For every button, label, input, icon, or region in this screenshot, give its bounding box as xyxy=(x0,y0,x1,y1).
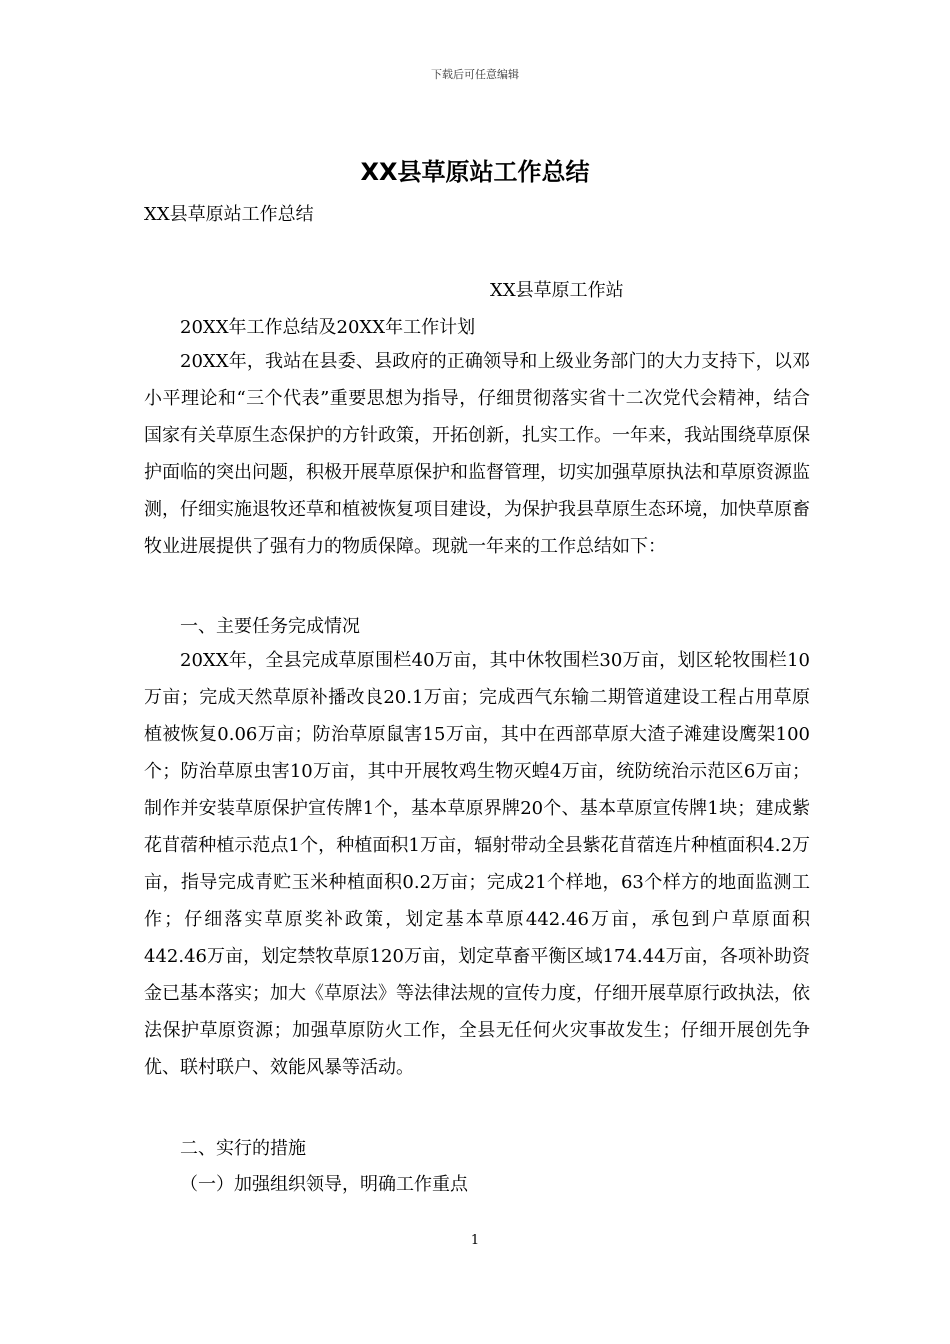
document-title: XX县草原站工作总结 xyxy=(360,158,590,186)
document-subtitle: XX县草原站工作总结 xyxy=(144,204,314,225)
organization-name: XX县草原工作站 xyxy=(490,280,624,301)
section-heading-tasks: 一、主要任务完成情况 xyxy=(180,616,360,637)
header-note: 下载后可任意编辑 xyxy=(431,68,519,81)
intro-paragraph: 20XX年，我站在县委、县政府的正确领导和上级业务部门的大力支持下，以邓小平理论和“三个代表”重要思想为指导，仔细贯彻落实省十二次党代会精神，结合国家有关草原生态保护的方针政策，开拓创新，扎实工作。一年来，我站围绕草原保护面临的突出问题，积极开展草原保护和监督管理，切实加强草原执法和草原资源监测，仔细实施退牧还草和植被恢复项目建设，为保护我县草原生态环境，加快草原畜牧业进展提供了强有力的物质保障。现就一年来的工作总结如下： xyxy=(144,351,810,557)
tasks-paragraph: 20XX年，全县完成草原围栏40万亩，其中休牧围栏30万亩，划区轮牧围栏10万亩；完成天然草原补播改良20.1万亩；完成西气东输二期管道建设工程占用草原植被恢复0.06万亩；防治草原鼠害15万亩，其中在西部草原大渣子滩建设鹰架100个；防治草原虫害10万亩，其中开展牧鸡生物灭蝗4万亩，统防统治示范区6万亩；制作并安装草原保护宣传牌1个，基本草原界牌20个、基本草原宣传牌1块；建成紫花苜蓿种植示范点1个，种植面积1万亩，辐射带动全县紫花苜蓿连片种植面积4.2万亩，指导完成青贮玉米种植面积0.2万亩；完成21个样地，63个样方的地面监测工作；仔细落实草原奖补政策，划定基本草原442.46万亩，承包到户草原面积 442.46万亩，划定禁牧草原120万亩，划定草畜平衡区域174.44万亩，各项补助资金已基本落实；加大《草原法》等法律法规的宣传力度，仔细开展草原行政执法，依法保护草原资源；加强草原防火工作，全县无任何火灾事故发生；仔细开展创先争优、联村联户、效能风暴等活动。 xyxy=(144,650,810,1078)
page-number: 1 xyxy=(470,1233,480,1248)
plan-heading: 20XX年工作总结及20XX年工作计划 xyxy=(180,317,476,338)
section-heading-measures: 二、实行的措施 xyxy=(180,1138,306,1159)
subsection-heading-organization: （一）加强组织领导，明确工作重点 xyxy=(180,1174,468,1195)
